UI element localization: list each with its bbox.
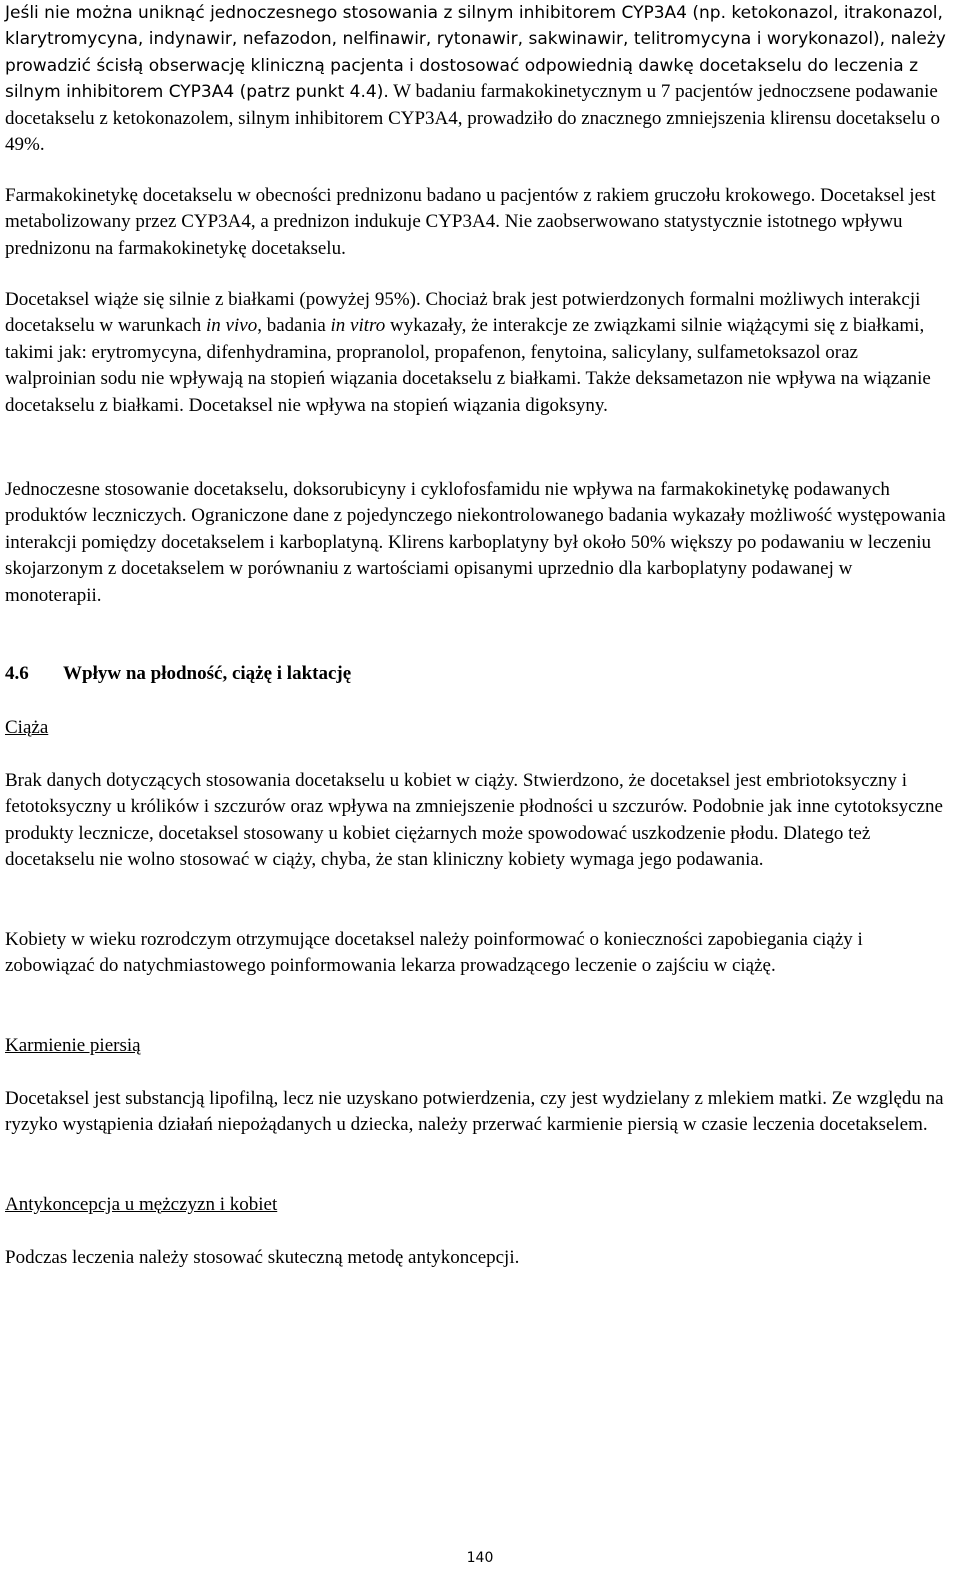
in-vitro-term: in vitro [330,315,386,337]
paragraph-pregnancy: Brak danych dotyczących stosowania docetakselu u kobiet w ciąży. Stwierdzono, że docetaksel jest embriotoksyczny i fetotoksyczny u królików i szczurów oraz wpływa na zmniejszenie płodności u szczurów. Podobnie jak inne cytotoksyczne produkty lecznicze, docetaksel stosowany u kobiet ciężarnych może spowodować uszkodzenie płodu. Dlatego też docetakselu nie wolno stosować w ciąży, chyba, że stan kliniczny kobiety wymaga jego podawania. [5,770,943,871]
paragraph-cyp3a4-inhibitors [5,0,950,158]
section-heading [5,661,351,687]
paragraph-cyp3a4-part-a: Jeśli nie można uniknąć jednoczesnego stosowania z silnym inhibitorem CYP3A4 (np. ketokonazol, itrakonazol, klarytromycyna, indynawir, nefazodon, nelfinawir, rytonawir, sakwinawir, telitromycyna i worykonazol), należy prowadzić ścisłą obserwację kliniczną pacjenta i dostosować odpowiednią dawkę docetakselu do leczenia z silnym inhibitorem CYP3A4 (patrz punkt 4.4). [5,3,946,103]
subheading-contraception: Antykoncepcja u mężczyzn i kobiet [5,1194,278,1215]
subheading-pregnancy: Ciąża [5,717,49,738]
page-number: 140 [466,1550,494,1566]
paragraph-women-childbearing: Kobiety w wieku rozrodczym otrzymujące docetaksel należy poinformować o konieczności zapobiegania ciąży i zobowiązać do natychmiastowego poinformowania lekarza prowadzącego leczenie o zajściu w ciążę. [5,929,863,977]
paragraph-protein-binding [5,287,950,419]
paragraph-cyp3a4-part-b: W badaniu farmakokinetycznym u 7 pacjentów jednoczsene podawanie docetakselu z ketokonazolem, silnym inhibitorem CYP3A4, prowadziło do znacznego zmniejszenia klirensu docetakselu o 49%. [5,81,940,156]
paragraph-breastfeeding: Docetaksel jest substancją lipofilną, lecz nie uzyskano potwierdzenia, czy jest wydzielany z mlekiem matki. Ze względu na ryzyko wystąpienia działań niepożądanych u dziecka, należy przerwać karmienie piersią w czasie leczenia docetakselem. [5,1088,944,1136]
paragraph-combination-therapy: Jednoczesne stosowanie docetakselu, doksorubicyny i cyklofosfamidu nie wpływa na farmakokinetykę podawanych produktów leczniczych. Ograniczone dane z pojedynczego niekontrolowanego badania wykazały możliwość występowania interakcji pomiędzy docetakselem i karboplatyną. Klirens karboplatyny był około 50% większy po podawaniu w leczeniu skojarzonym z docetakselem w porównaniu z wartościami opisanymi uprzednio dla karboplatyny podawanej w monoterapii. [5,479,946,606]
in-vivo-term: in vivo [206,315,258,337]
subheading-breastfeeding: Karmienie piersią [5,1035,141,1056]
section-number: 4.6 [5,663,29,684]
paragraph-prednisone: Farmakokinetykę docetakselu w obecności prednizonu badano u pacjentów z rakiem gruczołu krokowego. Docetaksel jest metabolizowany przez CYP3A4, a prednizon indukuje CYP3A4. Nie zaobserwowano statystycznie istotnego wpływu prednizonu na farmakokinetykę docetakselu. [5,185,936,259]
paragraph-protein-part-a: Docetaksel wiąże się silnie z białkami (powyżej 95%). Chociaż brak jest potwierdzonych formalni możliwych interakcji docetakselu w warunkach [5,289,921,337]
paragraph-protein-part-c: wykazały, że interakcje ze związkami silnie wiążącymi się z białkami, takimi jak: erytromycyna, difenhydramina, propranolol, propafenon, fenytoina, salicylany, sulfametoksazol oraz walproinian sodu nie wpływają na stopień wiązania docetakselu z białkami. Także deksametazon nie wpływa na wiązanie docetakselu z białkami. Docetaksel nie wpływa na stopień wiązania digoksyny. [5,315,931,416]
paragraph-protein-part-b: , badania [257,315,331,337]
paragraph-contraception: Podczas leczenia należy stosować skuteczną metodę antykoncepcji. [5,1247,520,1268]
section-title: Wpływ na płodność, ciążę i laktację [63,663,352,684]
